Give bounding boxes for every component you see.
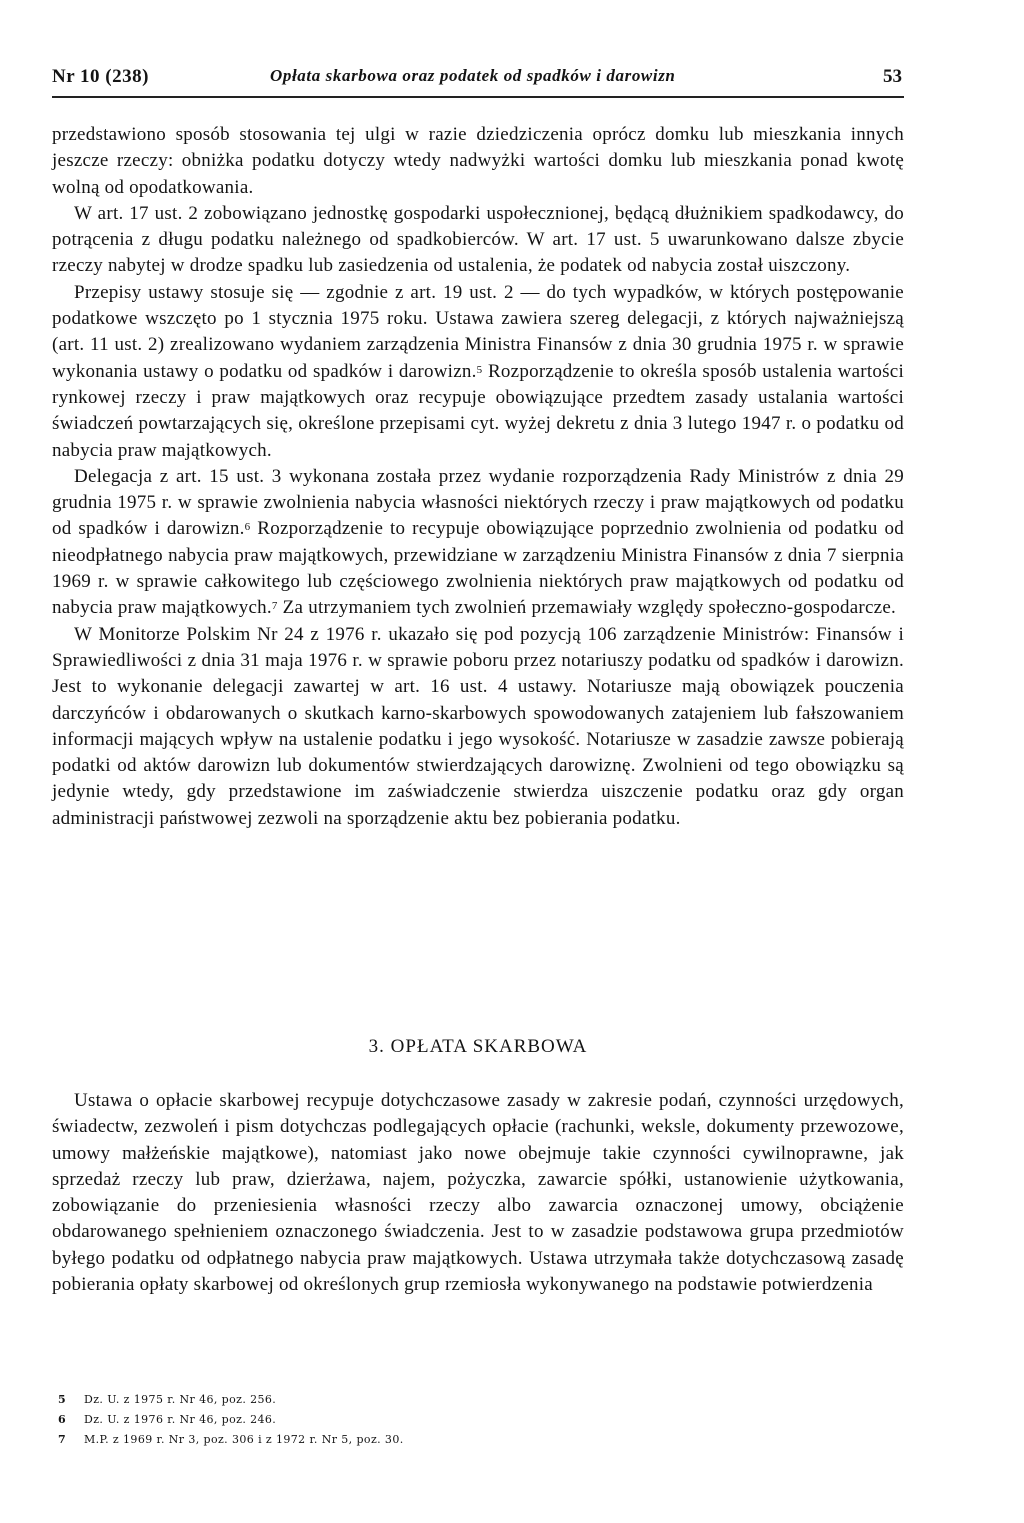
paragraph: W art. 17 ust. 2 zobowiązano jednostkę gospodarki uspołecznionej, będącą dłużnikiem spadkodawcy, do potrącenia z długu podatku należnego od spadkobierców. W art. 17 ust. 5 uwarunkowano dalsze zbycie rzeczy nabytej w drodze spadku lub zasiedzenia od ustalenia, że podatek od nabycia został uiszczony. [52, 202, 904, 277]
paragraph-text: Rozporządzenie to recypuje obowiązujące poprzednio zwolnienia od podatku od nieodpłatnego nabycia praw majątkowych, przewidziane w zarządzeniu Ministra Finansów z dnia 7 sierpnia 1969 r. w sprawie całkowitego lub częściowego zwolnienia niektórych praw majątkowych od podatku od nabycia praw majątkowych. [52, 518, 905, 619]
footnote-text: Dz. U. z 1975 r. Nr 46, poz. 256. [84, 1393, 277, 1406]
paragraph [52, 464, 904, 622]
footnote [58, 1430, 758, 1450]
paragraph-text: Rozporządzenie to określa sposób ustalenia wartości rynkowej rzeczy i praw majątkowych oraz recypuje obowiązujące przedtem zasady ustalania wartości świadczeń powtarzających się, określone przepisami cyt. wyżej dekretu z dnia 3 lutego 1947 r. o podatku od nabycia praw majątkowych. [52, 360, 904, 461]
footnote-text: M.P. z 1969 r. Nr 3, poz. 306 i z 1972 r. Nr 5, poz. 30. [84, 1433, 404, 1446]
section-heading: 3. OPŁATA SKARBOWA [368, 1036, 588, 1057]
main-text [52, 122, 904, 832]
footnote [58, 1390, 758, 1410]
paragraph: przedstawiono sposób stosowania tej ulgi w razie dziedziczenia oprócz domku lub mieszkania innych jeszcze rzeczy: obniżka podatku dotyczy wtedy nadwyżki wartości domku lub mieszkania ponad kwotę wolną od opodatkowania. [52, 124, 904, 198]
footnote-number: 5 [58, 1393, 67, 1406]
footnote-number: 6 [58, 1413, 67, 1426]
section-text [52, 1088, 904, 1298]
footnote-mark: 7 [271, 600, 278, 613]
paragraph: Ustawa o opłacie skarbowej recypuje dotychczasowe zasady w zakresie podań, czynności urzędowych, świadectw, zezwoleń i pism dotychczas podlegających opłacie (rachunki, weksle, dokumenty przewozowe, umowy małżeńskie majątkowe), natomiast jako nowe obejmuje takie czynności cywilnoprawne, jak sprzedaż rzeczy lub praw, dzierżawa, najem, pożyczka, zawarcie spółki, ustanowienie użytkowania, zobowiązanie do przeniesienia własności rzeczy albo zawarcia oznaczonej umowy, obciążenie obdarowanego spełnieniem oznaczonego świadczenia. Jest to w zasadzie podstawowa grupa przedmiotów byłego podatku od odpłatnego nabycia praw majątkowych. Ustawa utrzymała także dotychczasową zasadę pobierania opłaty skarbowej od określonych grup rzemiosła wykonywanego na podstawie potwierdzenia [52, 1090, 904, 1296]
footnote-mark: 6 [244, 521, 251, 534]
paragraph-text: Przepisy ustawy stosuje się — zgodnie z art. 19 ust. 2 — do tych wypadków, w których postępowanie podatkowe wszczęto po 1 stycznia 1975 roku. Ustawa zawiera szereg delegacji, z których najważniejszą (art. 11 ust. 2) zrealizowano wydaniem zarządzenia Ministra Finansów z dnia 30 grudnia 1975 r. w sprawie wykonania ustawy o podatku od spadków i darowizn. [52, 281, 904, 382]
paragraph-text: Delegacja z art. 15 ust. 3 wykonana została przez wydanie rozporządzenia Rady Ministrów z dnia 29 grudnia 1975 r. w sprawie zwolnienia nabycia własności niektórych rzeczy i praw majątkowych od podatku od spadków i darowizn. [52, 465, 904, 540]
footnote-mark: 5 [476, 363, 483, 376]
paragraph [52, 280, 904, 464]
paragraph-text: Za utrzymaniem tych zwolnień przemawiały względy społeczno-gospodarcze. [282, 597, 897, 619]
header-rule [52, 96, 904, 98]
footnote-number: 7 [58, 1433, 67, 1446]
footnote [58, 1410, 758, 1430]
running-title: Opłata skarbowa oraz podatek od spadków i darowizn [270, 66, 676, 85]
issue-number: Nr 10 (238) [52, 66, 149, 87]
footnotes [58, 1390, 758, 1450]
running-header [52, 62, 904, 92]
footnote-text: Dz. U. z 1976 r. Nr 46, poz. 246. [84, 1413, 277, 1426]
page-number: 53 [883, 66, 902, 87]
paragraph: W Monitorze Polskim Nr 24 z 1976 r. ukazało się pod pozycją 106 zarządzenie Ministrów: Finansów i Sprawiedliwości z dnia 31 maja 1976 r. w sprawie poboru przez notariuszy podatku od spadków i darowizn. Jest to wykonanie delegacji zawartej w art. 16 ust. 4 ustawy. Notariusze mają obowiązek pouczenia darczyńców i obdarowanych o skutkach karno-skarbowych spowodowanych zatajeniem lub fałszowaniem informacji mających wpływ na ustalenie podatku i jego wysokość. Notariusze w zasadzie zawsze pobierają podatki od aktów darowizn lub dokumentów stwierdzających darowiznę. Zwolnieni od tego obowiązku są jedynie wtedy, gdy przedstawione im zaświadczenie stwierdza uiszczenie podatku oraz gdy organ administracji państwowej zezwoli na sporządzenie aktu bez pobierania podatku. [52, 623, 904, 829]
